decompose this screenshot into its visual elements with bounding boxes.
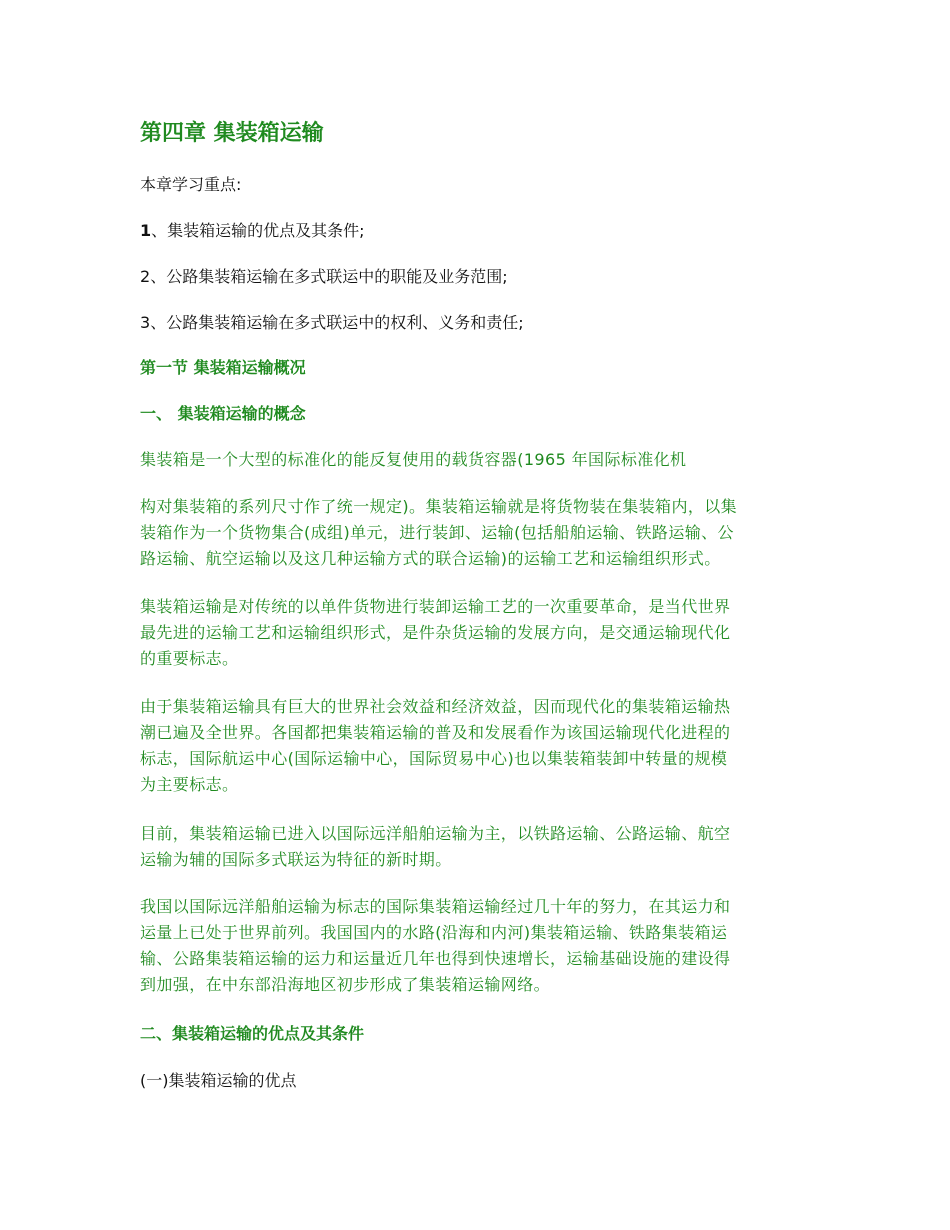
paragraph-line: 路运输、航空运输以及这几种运输方式的联合运输)的运输工艺和运输组织形式。 [140,549,721,568]
paragraph-line: 我国以国际远洋船舶运输为标志的国际集装箱运输经过几十年的努力，在其运力和 [140,897,731,916]
paragraph-line: 输、公路集装箱运输的运力和运量近几年也得到快速增长，运输基础设施的建设得 [140,949,731,968]
paragraph-line: 由于集装箱运输具有巨大的世界社会效益和经济效益，因而现代化的集装箱运输热 [140,697,731,716]
study-focus-item-1 [140,218,365,244]
paragraph-line: 的重要标志。 [140,649,239,668]
paragraph-line: 目前，集装箱运输已进入以国际远洋船舶运输为主，以铁路运输、公路运输、航空 [140,824,731,843]
paragraph-line: 最先进的运输工艺和运输组织形式，是件杂货运输的发展方向，是交通运输现代化 [140,623,731,642]
paragraph-line: 集装箱是一个大型的标准化的能反复使用的载货容器(1965 年国际标准化机 [140,450,687,469]
paragraph-line: 集装箱运输是对传统的以单件货物进行装卸运输工艺的一次重要革命，是当代世界 [140,597,731,616]
subsubsection-heading: (一)集装箱运输的优点 [140,1071,297,1090]
study-focus-item-2 [140,264,508,290]
paragraph-container-definition [140,494,815,572]
subsection-heading-concept: 一、 集装箱运输的概念 [140,404,306,423]
study-focus-item-number: 2 [140,267,151,286]
section-title: 第一节 集装箱运输概况 [140,358,306,377]
paragraph-line: 装箱作为一个货物集合(成组)单元，进行装卸、运输(包括船舶运输、铁路运输、公 [140,523,734,542]
paragraph-line: 为主要标志。 [140,775,239,794]
study-focus-heading: 本章学习重点: [140,175,242,194]
paragraph-line: 运输为辅的国际多式联运为特征的新时期。 [140,850,452,869]
study-focus-item-number: 1 [140,221,152,240]
paragraph-line: 标志，国际航运中心(国际运输中心，国际贸易中心)也以集装箱装卸中转量的规模 [140,749,728,768]
paragraph-revolution [140,594,815,672]
study-focus-item-3 [140,310,524,336]
chapter-title: 第四章 集装箱运输 [140,121,324,146]
subsection-heading-advantages: 二、集装箱运输的优点及其条件 [140,1024,365,1043]
study-focus-item-number: 3 [140,313,151,332]
study-focus-item-text: 、公路集装箱运输在多式联运中的职能及业务范围; [150,267,508,286]
paragraph-new-period [140,821,815,873]
paragraph-worldwide [140,694,815,798]
paragraph-line: 构对集装箱的系列尺寸作了统一规定)。集装箱运输就是将货物装在集装箱内，以集 [140,497,738,516]
study-focus-item-text: 、集装箱运输的优点及其条件; [151,221,365,240]
paragraph-line: 潮已遍及全世界。各国都把集装箱运输的普及和发展看作为该国运输现代化进程的 [140,723,731,742]
paragraph-china [140,894,815,998]
paragraph-line: 运量上已处于世界前列。我国国内的水路(沿海和内河)集装箱运输、铁路集装箱运 [140,923,728,942]
study-focus-item-text: 、公路集装箱运输在多式联运中的权利、义务和责任; [150,313,524,332]
paragraph-line: 到加强，在中东部沿海地区初步形成了集装箱运输网络。 [140,975,551,994]
